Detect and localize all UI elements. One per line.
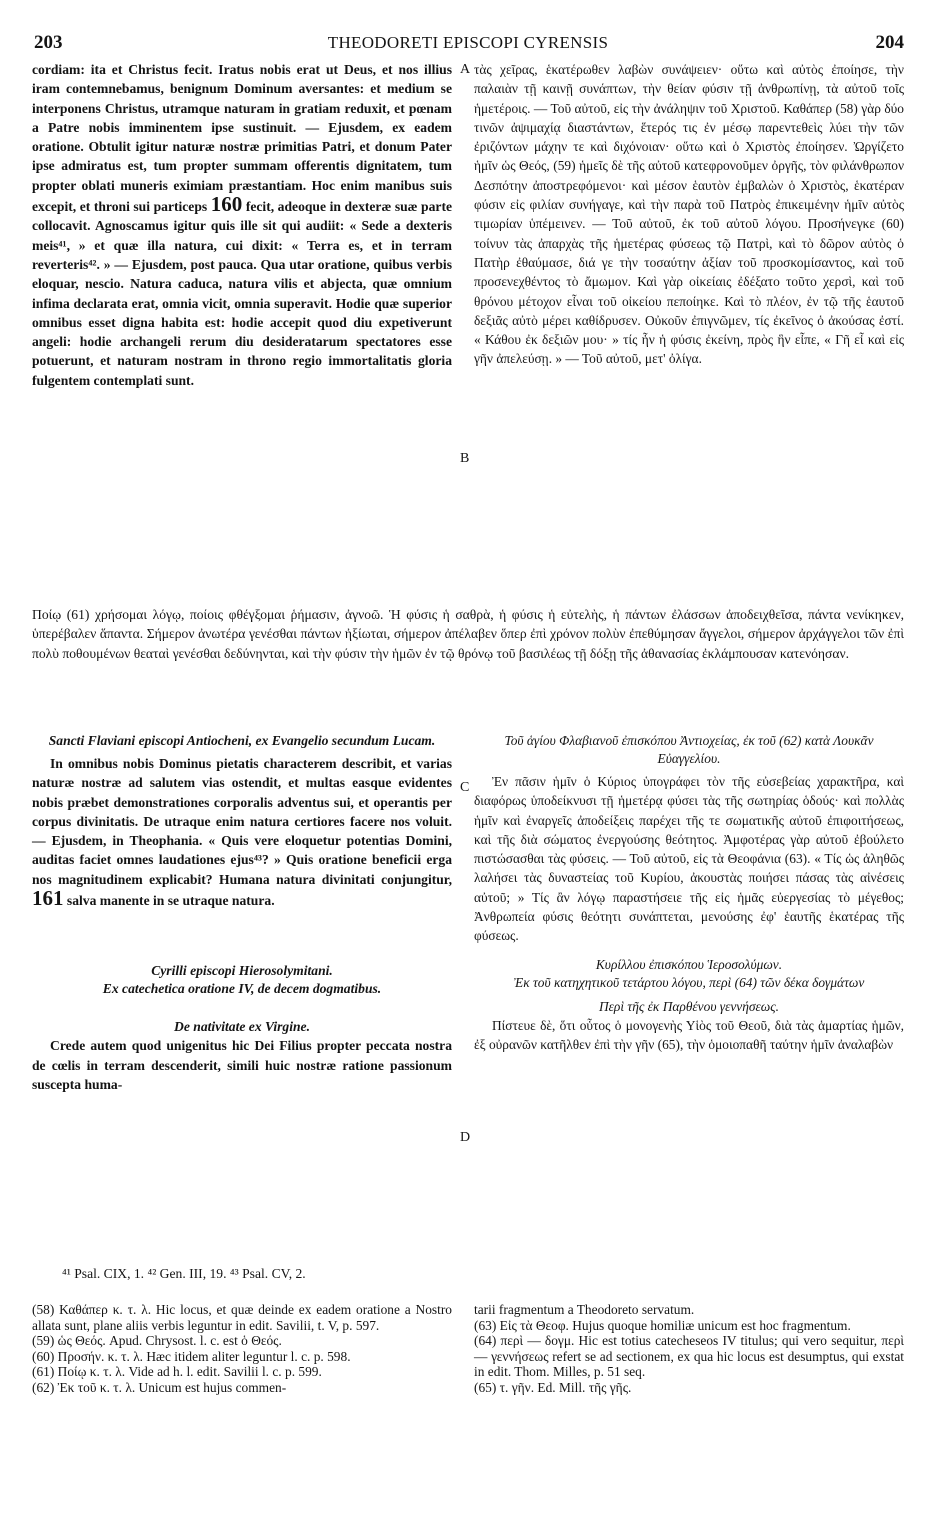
latin-text-1a: cordiam: ita et Christus fecit. Iratus nobis erat ut Deus, et nos illius iram contemnebamus, benignum Dominum aversantes: et medium se interponens Christus, utramque naturam in gratiam reduxit, et pœnam a Patre nobis imminentem ipse sustinuit. — Ejusdem, ex eadem oratione. Obtulit igitur naturæ nostræ primitias Patri, et donum Pater ipse admiratus est, tum propter summam offerentis dignitatem, tum propter oblati muneris eximiam præstantiam. Hoc enim manibus suis excepit, et throni sui particeps [32, 62, 452, 215]
latin-paragraph-2 [32, 754, 452, 910]
latin-text-2b: salva manente in se utraque natura. [66, 893, 275, 909]
latin-column [32, 60, 452, 390]
footnotes-right [474, 1302, 904, 1395]
greek-heading-catechesis: Ἐκ τοῦ κατηχητικοῦ τετάρτου λόγου, περὶ (64) τῶν δέκα δογμάτων [513, 974, 865, 990]
margin-marker-d: D [460, 1130, 471, 1145]
running-title: THEODORETI EPISCOPI CYRENSIS [327, 33, 609, 52]
greek-heading-nativity: Περὶ τῆς ἐκ Παρθένου γεννήσεως. [598, 998, 780, 1014]
footnote-62: (62) Ἐκ τοῦ κ. τ. λ. Unicum est hujus commen- [32, 1379, 287, 1395]
greek-paragraph-3: Πίστευε δὲ, ὅτι οὗτος ὁ μονογενὴς Υἱὸς τοῦ Θεοῦ, διὰ τὰς ἁμαρτίας ἡμῶν, ἐξ οὐρανῶν κατῆλθεν ἐπὶ τὴν γῆν (65), τὴν ὁμοιοπαθῆ ταύτην ἡμῖν ἀναλαβὼν [474, 1017, 904, 1052]
fullwidth-greek [32, 605, 904, 663]
margin-marker-c: C [460, 780, 470, 795]
running-head [32, 30, 904, 58]
footnote-58: (58) Καθάπερ κ. τ. λ. Hic locus, et quæ deinde ex eadem oratione a Nostro allata sunt, plane aliis verbis leguntur in edit. Savilii, t. V, p. 597. [32, 1302, 452, 1333]
footnote-65: (65) τ. γῆν. Ed. Mill. τῆς γῆς. [474, 1379, 632, 1395]
page-number-left: 203 [34, 32, 63, 53]
greek-heading-flavian: Τοῦ ἁγίου Φλαβιανοῦ ἐπισκόπου Ἀντιοχείας, ἐκ τοῦ (62) κατὰ Λουκᾶν Εὐαγγελίου. [504, 733, 874, 766]
page-number-right: 204 [875, 32, 904, 53]
greek-heading-cyril: Κυρίλλου ἐπισκόπου Ἱεροσολύμων. [595, 956, 783, 972]
latin-text-1b: fecit, adeoque in dexteræ suæ parte collocavit. Agnoscamus igitur quis ille sit qui audiit: « Sede a dexteris meis⁴¹, » et quæ illa natura, cui dixit: « Terra es, et in terram reverteris⁴². » — Ejusdem, post pauca. Qua utar oratione, quibus verbis eloquar, nescio. Natura caduca, natura vilis et abjecta, quæ omnium infima declarata erat, omnia vicit, omnia superavit. Hodie quæ superior omnibus esset digna habita est: hodie accepit quod diu expetiverunt angeli: hodie archangeli rerum diu desideratarum spectatores esse potuerunt, et naturam nostram in throno regio immortalitatis gloria fulgentem contemplati sunt. [32, 199, 453, 388]
footnote-62-cont: tarii fragmentum a Theodoreto servatum. [474, 1302, 695, 1317]
latin-paragraph-1 [32, 60, 452, 390]
scripture-references: ⁴¹ Psal. CIX, 1. ⁴² Gen. III, 19. ⁴³ Psal. CV, 2. [62, 1266, 306, 1281]
latin-heading-catechesis: Ex catechetica oratione IV, de decem dogmatibus. [102, 981, 382, 997]
margin-marker-b: B [460, 451, 470, 466]
footnote-59: (59) ὡς Θεός. Apud. Chrysost. l. c. est ὁ Θεός. [32, 1333, 282, 1348]
page [32, 30, 904, 1530]
margin-marker-a: A [460, 62, 471, 77]
footnote-64: (64) περὶ — δογμ. Hic est totius catecheseos IV titulus; qui vero sequitur, περὶ — γεννήσεως refert se ad sectionem, ex qua hic locus est desumptus, qui exstat in edit. Thom. Milles, p. 51 seq. [474, 1333, 904, 1379]
latin-paragraph-3: Crede autem quod unigenitus hic Dei Filius propter peccata nostra de cœlis in terram descenderit, simili huic nostræ ratione passionum suscepta huma- [32, 1038, 452, 1092]
footnote-60: (60) Προσήν. κ. τ. λ. Hæc itidem aliter leguntur l. c. p. 598. [32, 1348, 351, 1364]
greek-column [474, 60, 904, 369]
latin-text-2a: In omnibus nobis Dominus pietatis characterem describit, et varias naturæ nostræ ad salutem vias ostendit, et multas easque evidentes nobis præbet demonstrationes corporalis adventus sui, et operantis per corpus divinitatis. De utraque enim natura certiores facere nos voluit. — Ejusdem, in Theophania. « Quis vere eloquetur potentias Domini, auditas faciet omnes laudationes ejus⁴³? » Quis oratione beneficii erga nos magnitudinem explicabit? Humana natura divinitati conjungitur, [32, 756, 452, 887]
latin-heading-cyril: Cyrilli episcopi Hierosolymitani. [151, 963, 333, 979]
greek-paragraph-1: τὰς χεῖρας, ἑκατέρωθεν λαβὼν συνάψειεν· οὕτω καὶ αὐτὸς ἐποίησε, τὴν παλαιὰν τῇ καινῇ συνάπτων, τὴν θείαν φύσιν τῇ ἀνθρωπίνῃ, τὰ αὐτοῦ τοῖς ἡμετέροις. — Τοῦ αὐτοῦ, εἰς τὴν ἀνάληψιν τοῦ Χριστοῦ. Καθάπερ (58) γὰρ δύο τινῶν ἀψιμαχίᾳ διαστάντων, ἕτερός τις ἐν μέσῳ παρεντεθεὶς λύει τὴν τῶν ἐριζόντων μάχην τε καὶ διχόνοιαν· οὕτω καὶ ὁ Χριστὸς ἐποίησεν. Ὠργίζετο ἡμῖν ὡς Θεός, (59) ἡμεῖς δὲ τῆς αὐτοῦ κατεφρονοῦμεν ὀργῆς, τὸν φιλάνθρωπον Δεσπότην ἀποστρεφόμενοι· καὶ μέσον ἑαυτὸν ἐμβαλὼν ὁ Χριστὸς, ἑκατέραν φύσιν εἰς φιλίαν συνήγαγε, καὶ τὴν παρὰ τοῦ Πατρὸς ἐπικειμένην ἡμῖν αὐτὸς τιμωρίαν ὑπέμεινεν. — Τοῦ αὐτοῦ, ἐκ τοῦ αὐτοῦ λόγου. Προσήνεγκε (60) τοίνυν τὰς ἀπαρχὰς τῆς ἡμετέρας φύσεως τῷ Πατρὶ, καὶ τὸ δῶρον αὐτὸς ὁ Πατὴρ ἐθαύμασε, διά γε τὴν τοσαύτην ἀξίαν τοῦ προσκομίσαντος, καὶ τοῦ προσενεχθέντος τὸ ἄμωμον. Καὶ γὰρ οἰκείαις ἐδέξατο τοῦτο χερσὶ, καὶ τοῦ θρόνου μέτοχον εἶναι τοῦ οἰκείου πεποίηκε. Καὶ τὸ πλέον, ἐν τῷ τῆς ἑαυτοῦ δεξιᾶς αὐτὸ μέρει καθίδρυσεν. Οὐκοῦν ἐπιγνῶμεν, τίς ἐκεῖνος ὁ ἀκούσας ἐστί. « Κάθου ἐκ δεξιῶν μου· » τίς ἦν ἡ φύσις ἐκείνη, πρὸς ἣν εἶπε, « Γῆ εἶ καὶ εἰς γῆν ἀπελεύσῃ. » — Τοῦ αὐτοῦ, μετ' ὀλίγα. [474, 62, 904, 367]
column-number-161: 161 [32, 886, 64, 911]
footnote-61: (61) Ποίῳ κ. τ. λ. Vide ad h. l. edit. Savilii l. c. p. 599. [32, 1364, 322, 1379]
latin-section-2 [32, 732, 452, 1094]
latin-heading-flavian: Sancti Flaviani episcopi Antiocheni, ex Evangelio secundum Lucam. [48, 733, 436, 748]
column-number-160: 160 [210, 192, 243, 217]
footnotes-left [32, 1302, 452, 1395]
greek-paragraph-2: Ἐν πᾶσιν ἡμῖν ὁ Κύριος ὑπογράφει τὸν τῆς εὐσεβείας χαρακτῆρα, καὶ διαφόρως ὑποδείκνυσι τῇ ἡμετέρᾳ φύσει τὰς τῆς σωτηρίας ὁδούς· καὶ πολλὰς ἡμῖν καὶ ἐναργεῖς ἀποδείξεις παρέχει τῆς τε σωματικῆς αὐτοῦ ἐπιφοιτήσεως, καὶ τῆς διὰ σώματος ἐνεργούσης θεότητος. Ἀμφοτέρας γὰρ αὐτοῦ ἐβούλετο πιστώσασθαι τὰς φύσεις. — Τοῦ αὐτοῦ, εἰς τὰ Θεοφάνια (63). « Τίς ὡς ἀληθῶς λαλήσει τὰς δυναστείας τοῦ Κυρίου, ἀκουστὰς ποιήσει πάσας τὰς αἰνέσεις αὐτοῦ; » Τίς ἂν λόγῳ παραστήσειε τῆς εἰς ἡμᾶς εὐεργεσίας τὸ μέγεθος; Ἀνθρωπεία φύσις θεότητι συνάπτεται, μενούσης ἐφ' ἑαυτῆς ἑκατέρας τῆς φύσεως. [474, 774, 904, 944]
footnote-63: (63) Εἰς τὰ Θεοφ. Hujus quoque homiliæ unicum est hoc fragmentum. [474, 1317, 851, 1333]
greek-section-2 [474, 732, 904, 1054]
fullwidth-greek-paragraph: Ποίῳ (61) χρήσομαι λόγῳ, ποίοις φθέγξομαι ῥήμασιν, ἀγνοῶ. Ἡ φύσις ἡ σαθρὰ, ἡ φύσις ἡ εὐτελὴς, ἡ πάντων ἐλάσσων ἀποδειχθεῖσα, πάντα νενίκηκεν, ὑπερέβαλεν ἅπαντα. Σήμερον ἀνωτέρα γενέσθαι πάντων ἠξίωται, σήμερον ἀπέλαβεν ὅπερ ἐπὶ χρόνον πολὺν ἐπεθύμησαν ἄγγελοι, σήμερον ἀρχάγγελοι τῶν ἐπὶ πολὺ ποθουμένων θεαταὶ γενέσθαι δεδύνηνται, καὶ τὴν φύσιν τὴν ἡμῶν ἐν τῷ θρόνῳ τοῦ βασιλέως τῇ δόξῃ τῆς ἀθανασίας ἐκλάμπουσαν κατενόησαν. [32, 607, 904, 661]
latin-heading-nativity: De nativitate ex Virgine. [174, 1019, 310, 1035]
